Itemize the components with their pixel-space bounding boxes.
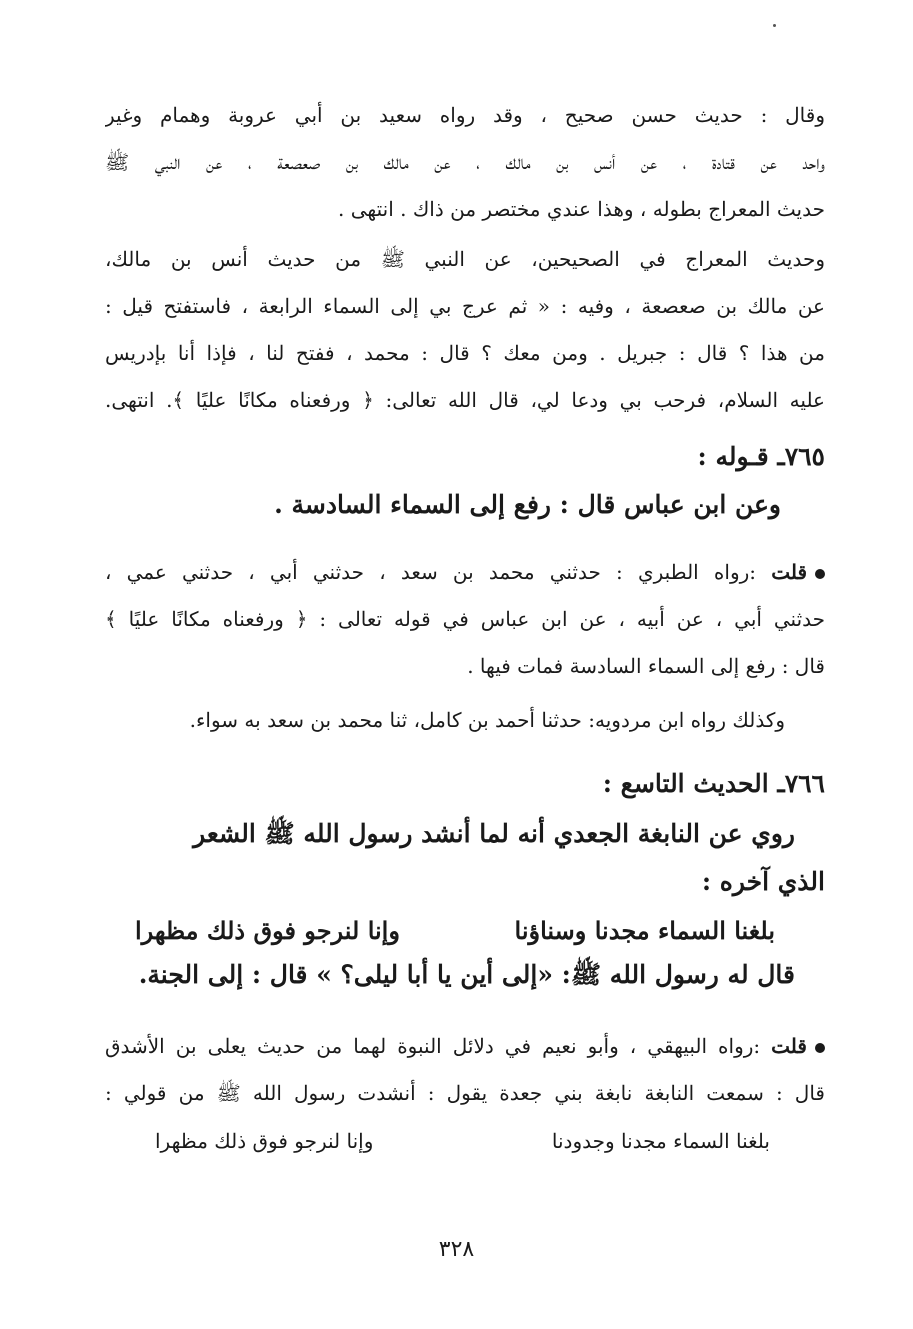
section-text: قال له رسول الله ﷺ: «إلى أين يا أبا ليلى؟ » قال : إلى الجنة. xyxy=(138,960,795,989)
poem-verse xyxy=(105,916,825,945)
paragraph-3 xyxy=(105,697,825,744)
section-766 xyxy=(105,762,825,997)
section-765 xyxy=(105,435,825,527)
note-766 xyxy=(105,1023,825,1153)
text-line: وحديث المعراج في الصحيحين، عن النبي ﷺ من حديث أنس بن مالك، xyxy=(105,247,825,271)
bullet-icon xyxy=(815,1043,825,1053)
poem-verse xyxy=(105,1129,825,1153)
verse-second-hemistich: وإنا لنرجو فوق ذلك مظهرا xyxy=(135,916,400,945)
text-line: حديث المعراج بطوله ، وهذا عندي مختصر من ذاك . انتهى . xyxy=(337,197,825,221)
note-765 xyxy=(105,549,825,690)
scan-speck xyxy=(773,24,776,27)
text-line: عليه السلام، فرحب بي ودعا لي، قال الله تعالى: ﴿ ورفعناه مكانًا عليًا ﴾. انتهى. xyxy=(105,388,825,412)
paragraph-1 xyxy=(105,92,825,233)
text-line: واحد عن قتادة ، عن أنس بن مالك ، عن مالك بن صعصعة ، عن النبي ﷺ xyxy=(105,150,825,174)
bullet-icon xyxy=(815,569,825,579)
paragraph-2 xyxy=(105,236,825,424)
text-line: عن مالك بن صعصعة ، وفيه : « ثم عرج بي إلى السماء الرابعة ، فاستفتح قيل : xyxy=(105,294,825,318)
page-number: ٣٢٨ xyxy=(438,1237,475,1262)
section-text: وعن ابن عباس قال : رفع إلى السماء السادسة . xyxy=(274,490,781,519)
section-heading: ٧٦٦ـ الحديث التاسع : xyxy=(602,769,825,798)
section-heading: ٧٦٥ـ قـوله : xyxy=(697,442,825,471)
text-line: قال : سمعت النابغة نابغة بني جعدة يقول : أنشدت رسول الله ﷺ من قولي : xyxy=(105,1081,825,1105)
note-first-line xyxy=(105,549,825,596)
verse-first-hemistich: بلغنا السماء مجدنا وسناؤنا xyxy=(514,916,775,945)
text-line: وكذلك رواه ابن مردويه: حدثنا أحمد بن كامل، ثنا محمد بن سعد به سواء. xyxy=(189,708,785,732)
section-text: روي عن النابغة الجعدي أنه لما أنشد رسول الله ﷺ الشعر xyxy=(193,819,795,848)
note-label: قلت xyxy=(771,1034,807,1058)
text-line: حدثني أبي ، عن أبيه ، عن ابن عباس في قوله تعالى : ﴿ ورفعناه مكانًا عليًا ﴾ xyxy=(105,607,825,631)
section-text: الذي آخره : xyxy=(701,867,825,896)
note-label: قلت xyxy=(771,560,808,584)
note-first-line xyxy=(105,1023,825,1070)
text-line: قال : رفع إلى السماء السادسة فمات فيها . xyxy=(467,654,825,678)
verse-first-hemistich: بلغنا السماء مجدنا وجدودنا xyxy=(551,1129,770,1153)
text-line: وقال : حديث حسن صحيح ، وقد رواه سعيد بن أبي عروبة وهمام وغير xyxy=(105,103,825,127)
verse-second-hemistich: وإنا لنرجو فوق ذلك مظهرا xyxy=(155,1129,374,1153)
note-text: :رواه الطبري : حدثني محمد بن سعد ، حدثني أبي ، حدثني عمي ، xyxy=(105,560,756,584)
text-line: من هذا ؟ قال : جبريل . ومن معك ؟ قال : محمد ، ففتح لنا ، فإذا أنا بإدريس xyxy=(105,341,825,365)
note-text: :رواه البيهقي ، وأبو نعيم في دلائل النبوة لهما من حديث يعلى بن الأشدق xyxy=(105,1034,761,1058)
